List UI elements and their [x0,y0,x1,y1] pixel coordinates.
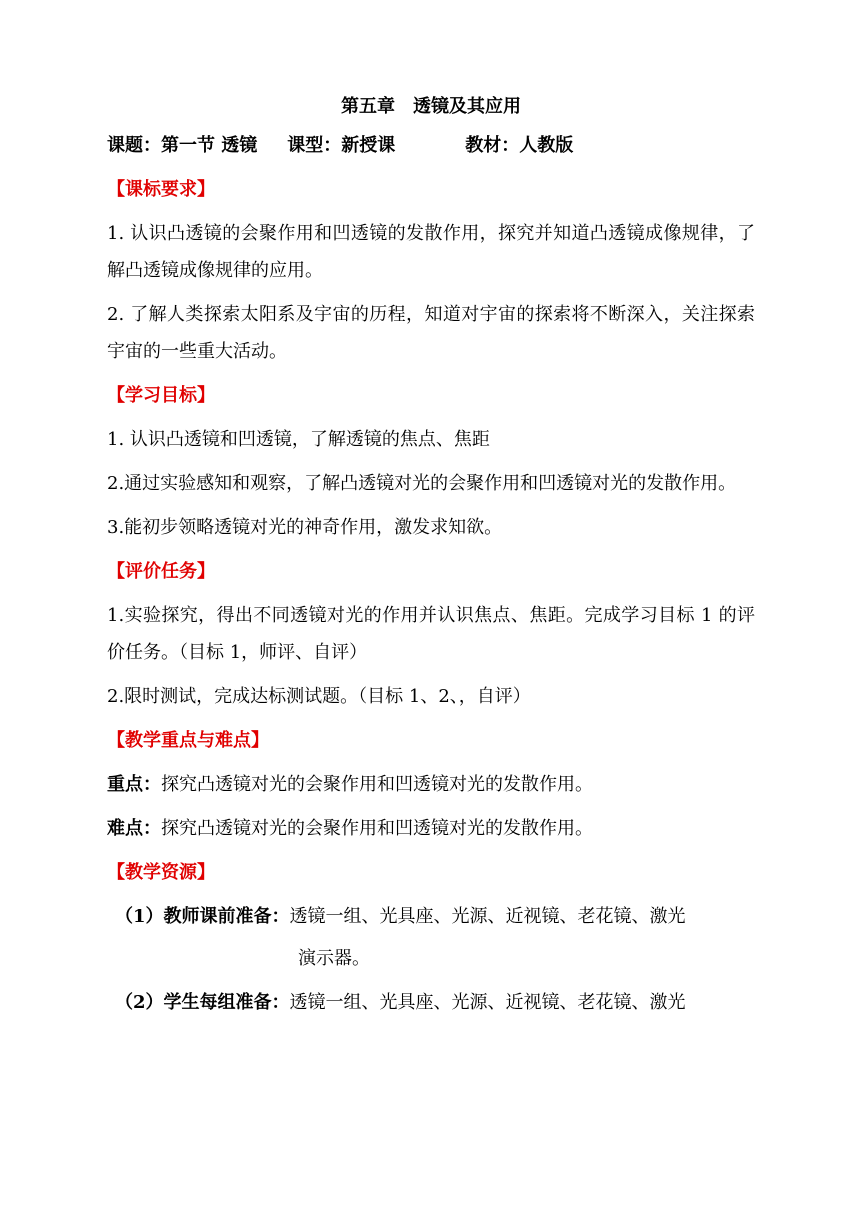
difficulty-line [107,810,755,847]
teacher-label: （1）教师课前准备： [115,906,290,927]
objective-item: 1. 认识凸透镜和凹透镜，了解透镜的焦点、焦距 [107,429,490,450]
evaluation-item: 1.实验探究，得出不同透镜对光的作用并认识焦点、焦距。完成学习目标 1 的评价任务。（目标 1，师评、自评） [107,605,755,663]
textbook-label: 教材：人教版 [465,135,574,156]
focus-text: 探究凸透镜对光的会聚作用和凹透镜对光的发散作用。 [161,774,593,795]
curriculum-item: 2. 了解人类探索太阳系及宇宙的历程，知道对宇宙的探索将不断深入，关注探索宇宙的一些重大活动。 [107,304,755,362]
difficulty-text: 探究凸透镜对光的会聚作用和凹透镜对光的发散作用。 [161,818,593,839]
chapter-title: 第五章 透镜及其应用 [341,96,521,117]
focus-line [107,766,755,803]
objective-item: 2.通过实验感知和观察，了解凸透镜对光的会聚作用和凹透镜对光的发散作用。 [107,473,737,494]
lesson-meta [107,127,755,164]
objectives-heading: 【学习目标】 [107,385,215,406]
evaluation-heading: 【评价任务】 [107,561,215,582]
evaluation-item: 2.限时测试，完成达标测试题。（目标 1、2、，自评） [107,686,531,707]
focus-label: 重点： [107,774,161,795]
topic-label: 课题：第一节 透镜 [107,135,258,156]
resources-heading: 【教学资源】 [107,862,215,883]
document-content [107,88,755,1021]
student-label: （2）学生每组准备： [115,992,290,1013]
teacher-line-2: 演示器。 [298,948,370,969]
teacher-line-1: 透镜一组、光具座、光源、近视镜、老花镜、激光 [289,906,686,927]
key-points-heading: 【教学重点与难点】 [107,730,269,751]
curriculum-heading: 【课标要求】 [107,179,215,200]
teacher-resources [115,898,755,977]
difficulty-label: 难点： [107,818,161,839]
objective-item: 3.能初步领略透镜对光的神奇作用，激发求知欲。 [107,517,503,538]
lesson-type-label: 课型：新授课 [287,135,396,156]
student-resources [115,984,755,1021]
student-line-1: 透镜一组、光具座、光源、近视镜、老花镜、激光 [289,992,686,1013]
curriculum-item: 1. 认识凸透镜的会聚作用和凹透镜的发散作用，探究并知道凸透镜成像规律，了解凸透镜成像规律的应用。 [107,223,755,281]
